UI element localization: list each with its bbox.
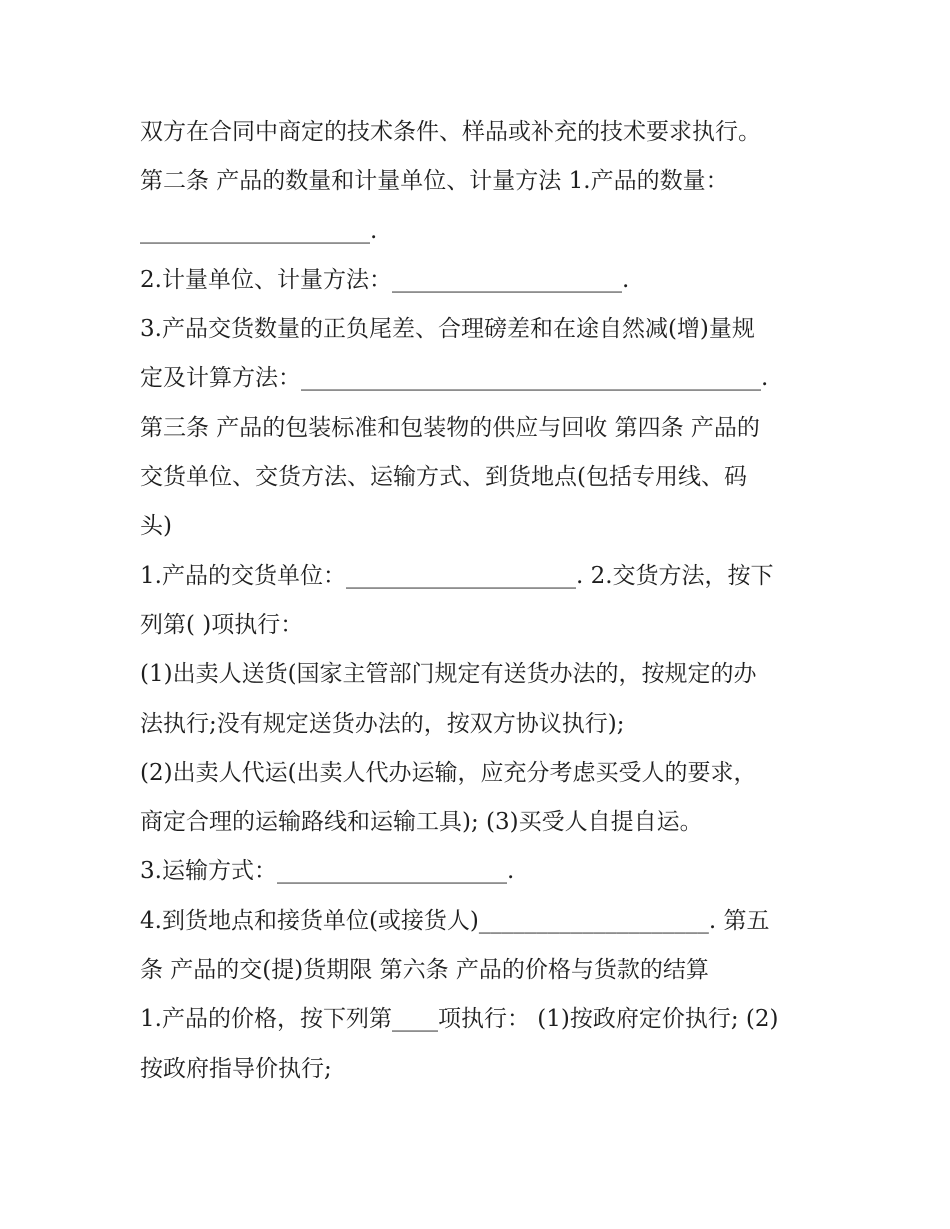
document-body xyxy=(140,108,820,1094)
text-line: 第三条 产品的包装标准和包装物的供应与回收 第四条 产品的 xyxy=(140,414,760,441)
text-line: 列第( )项执行： xyxy=(140,611,304,638)
text-line: 按政府指导价执行; xyxy=(140,1055,332,1082)
text-line: ____________________. xyxy=(140,217,378,244)
text-line: 3.运输方式：____________________. xyxy=(140,858,515,885)
text-line: 1.产品的价格，按下列第____项执行： (1)按政府定价执行; (2) xyxy=(140,1006,779,1033)
text-line: 2.计量单位、计量方法：____________________. xyxy=(140,266,630,293)
text-line: (1)出卖人送货(国家主管部门规定有送货办法的，按规定的办 xyxy=(140,661,757,688)
text-line: 条 产品的交(提)货期限 第六条 产品的价格与货款的结算 xyxy=(140,957,709,984)
text-line: 定及计算方法：________________________________________. xyxy=(140,365,769,392)
text-line: 1.产品的交货单位：____________________. 2.交货方法，按下 xyxy=(140,562,774,589)
text-line: (2)出卖人代运(出卖人代办运输，应充分考虑买受人的要求， xyxy=(140,759,757,786)
text-line: 4.到货地点和接货单位(或接货人)____________________. 第五 xyxy=(140,907,770,934)
text-line: 双方在合同中商定的技术条件、样品或补充的技术要求执行。 xyxy=(140,119,761,145)
text-line: 头) xyxy=(140,513,172,540)
text-line: 商定合理的运输路线和运输工具); (3)买受人自提自运。 xyxy=(140,809,703,836)
text-line: 3.产品交货数量的正负尾差、合理磅差和在途自然减(增)量规 xyxy=(140,316,755,343)
text-line: 法执行;没有规定送货办法的，按双方协议执行); xyxy=(140,710,625,737)
text-line: 第二条 产品的数量和计量单位、计量方法 1.产品的数量： xyxy=(140,168,729,195)
text-line: 交货单位、交货方法、运输方式、到货地点(包括专用线、码 xyxy=(140,464,747,491)
